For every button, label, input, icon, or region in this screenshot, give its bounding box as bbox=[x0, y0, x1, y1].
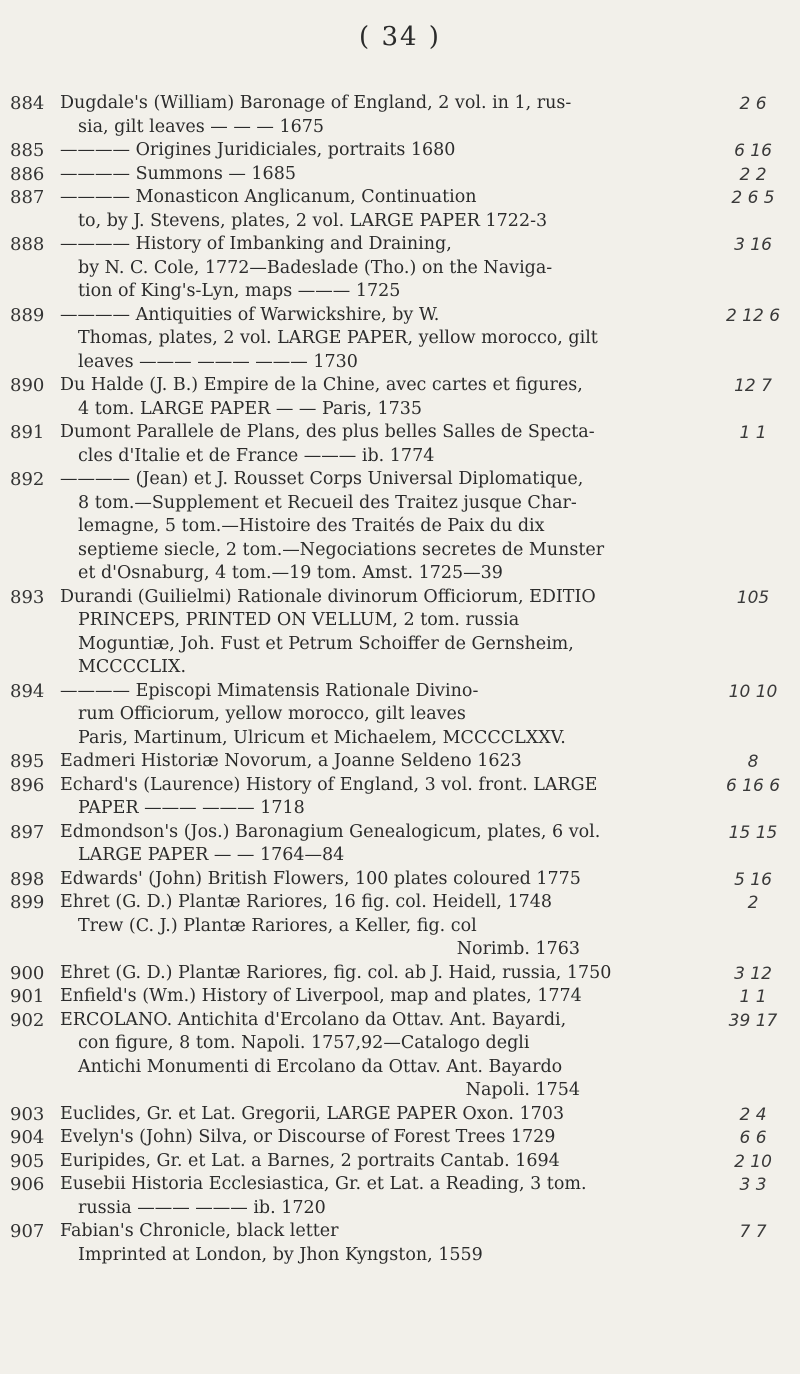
handwritten-price: 2 bbox=[747, 893, 759, 913]
handwritten-price: 15 15 bbox=[728, 822, 778, 843]
entry-line: Evelyn's (John) Silva, or Discourse of Forest Trees 1729 bbox=[60, 1127, 556, 1147]
catalogue-entry bbox=[0, 680, 800, 751]
lot-number: 887 bbox=[10, 187, 45, 208]
catalogue-entry bbox=[0, 468, 800, 586]
catalogue-entry bbox=[0, 186, 800, 233]
handwritten-price: 6 6 bbox=[739, 1128, 767, 1148]
handwritten-price: 1 1 bbox=[739, 423, 767, 443]
lot-number: 894 bbox=[10, 680, 45, 702]
catalogue-entry bbox=[0, 1150, 800, 1174]
lot-number: 897 bbox=[10, 821, 45, 843]
catalogue-entry bbox=[0, 374, 800, 421]
entry-text bbox=[60, 468, 700, 586]
catalogue-entry bbox=[0, 139, 800, 163]
lot-number: 907 bbox=[10, 1221, 45, 1242]
entry-text bbox=[60, 962, 700, 986]
entry-line: MCCCCLIX. bbox=[78, 657, 187, 677]
handwritten-price: 1 1 bbox=[739, 987, 767, 1007]
catalogue-entries bbox=[0, 92, 800, 1267]
entry-line: rum Officiorum, yellow morocco, gilt leaves bbox=[78, 704, 466, 724]
entry-line: Napoli. 1754 bbox=[465, 1080, 580, 1100]
entry-line: PRINCEPS, PRINTED ON VELLUM, 2 tom. russia bbox=[78, 610, 520, 630]
entry-line: ———— Origines Juridiciales, portraits 1680 bbox=[60, 140, 456, 160]
catalogue-entry bbox=[0, 1126, 800, 1150]
entry-line: Moguntiæ, Joh. Fust et Petrum Schoiffer de Gernsheim, bbox=[78, 633, 574, 654]
entry-line: Ehret (G. D.) Plantæ Rariores, fig. col. ab J. Haid, russia, 1750 bbox=[60, 962, 612, 983]
entry-text bbox=[60, 891, 700, 962]
entry-line: ———— Monasticon Anglicanum, Continuation bbox=[60, 187, 477, 207]
handwritten-price: 8 bbox=[747, 752, 759, 772]
catalogue-entry bbox=[0, 163, 800, 187]
entry-line: cles d'Italie et de France ——— ib. 1774 bbox=[78, 445, 435, 466]
entry-line: Du Halde (J. B.) Empire de la Chine, avec cartes et figures, bbox=[60, 375, 583, 395]
handwritten-price: 3 12 bbox=[734, 963, 772, 984]
entry-text bbox=[60, 233, 700, 304]
entry-text bbox=[60, 821, 700, 868]
catalogue-entry bbox=[0, 821, 800, 868]
entry-text bbox=[60, 92, 700, 139]
lot-number: 892 bbox=[10, 469, 45, 490]
entry-text bbox=[60, 421, 700, 468]
lot-number: 903 bbox=[10, 1103, 45, 1125]
handwritten-price: 2 10 bbox=[734, 1151, 772, 1172]
entry-line: et d'Osnaburg, 4 tom.—19 tom. Amst. 1725—39 bbox=[78, 563, 503, 583]
lot-number: 901 bbox=[10, 986, 45, 1007]
handwritten-price: 3 16 bbox=[734, 235, 772, 255]
entry-line: Echard's (Laurence) History of England, 3 vol. front. LARGE bbox=[60, 774, 598, 795]
entry-text bbox=[60, 586, 700, 680]
catalogue-entry bbox=[0, 774, 800, 821]
entry-line: by N. C. Cole, 1772—Badeslade (Tho.) on the Naviga- bbox=[78, 257, 553, 278]
lot-number: 885 bbox=[10, 140, 45, 161]
entry-line: lemagne, 5 tom.—Histoire des Traités de Paix du dix bbox=[78, 516, 545, 536]
lot-number: 898 bbox=[10, 868, 45, 890]
lot-number: 905 bbox=[10, 1150, 45, 1172]
catalogue-entry bbox=[0, 92, 800, 139]
entry-line: leaves ——— ——— ——— 1730 bbox=[78, 351, 358, 372]
handwritten-price: 6 16 6 bbox=[725, 775, 781, 796]
catalogue-entry bbox=[0, 1220, 800, 1267]
entry-line: Antichi Monumenti di Ercolano da Ottav. Ant. Bayardo bbox=[78, 1056, 563, 1077]
catalogue-entry bbox=[0, 985, 800, 1009]
handwritten-price: 2 4 bbox=[739, 1104, 767, 1125]
entry-line: ———— Antiquities of Warwickshire, by W. bbox=[60, 304, 440, 325]
entry-line: Imprinted at London, by Jhon Kyngston, 1559 bbox=[78, 1244, 483, 1265]
entry-text bbox=[60, 304, 700, 375]
entry-text bbox=[60, 186, 700, 233]
entry-text bbox=[60, 985, 700, 1009]
entry-text bbox=[60, 1150, 700, 1174]
lot-number: 895 bbox=[10, 751, 45, 772]
entry-text bbox=[60, 1009, 700, 1103]
entry-line: Eusebii Historia Ecclesiastica, Gr. et Lat. a Reading, 3 tom. bbox=[60, 1174, 587, 1194]
handwritten-price: 2 2 bbox=[739, 164, 767, 185]
entry-line: Euripides, Gr. et Lat. a Barnes, 2 portraits Cantab. 1694 bbox=[60, 1150, 560, 1171]
catalogue-entry bbox=[0, 868, 800, 892]
entry-line: con figure, 8 tom. Napoli. 1757,92—Catalogo degli bbox=[78, 1033, 530, 1053]
entry-line: Edmondson's (Jos.) Baronagium Genealogicum, plates, 6 vol. bbox=[60, 821, 601, 842]
handwritten-price: 12 7 bbox=[734, 376, 772, 396]
entry-text bbox=[60, 774, 700, 821]
handwritten-price: 6 16 bbox=[734, 141, 772, 161]
entry-line: sia, gilt leaves — — — 1675 bbox=[78, 116, 325, 137]
catalogue-entry bbox=[0, 750, 800, 774]
catalogue-entry bbox=[0, 1173, 800, 1220]
catalogue-entry bbox=[0, 586, 800, 680]
entry-line: ———— (Jean) et J. Rousset Corps Universal Diplomatique, bbox=[60, 469, 584, 489]
entry-line: Enfield's (Wm.) History of Liverpool, map and plates, 1774 bbox=[60, 986, 582, 1006]
entry-line: 4 tom. LARGE PAPER — — Paris, 1735 bbox=[78, 398, 422, 419]
catalogue-entry bbox=[0, 233, 800, 304]
entry-line: Trew (C. J.) Plantæ Rariores, a Keller, fig. col bbox=[78, 915, 477, 936]
entry-line: Thomas, plates, 2 vol. LARGE PAPER, yellow morocco, gilt bbox=[78, 328, 598, 348]
lot-number: 888 bbox=[10, 234, 45, 255]
entry-line: ———— History of Imbanking and Draining, bbox=[60, 234, 452, 254]
entry-text bbox=[60, 1220, 700, 1267]
entry-text bbox=[60, 139, 700, 163]
handwritten-price: 10 10 bbox=[728, 681, 778, 702]
lot-number: 900 bbox=[10, 962, 45, 984]
handwritten-price: 105 bbox=[736, 587, 770, 608]
entry-line: Fabian's Chronicle, black letter bbox=[60, 1221, 339, 1241]
lot-number: 896 bbox=[10, 774, 45, 796]
entry-line: Durandi (Guilielmi) Rationale divinorum Officiorum, EDITIO bbox=[60, 586, 596, 607]
handwritten-price: 5 16 bbox=[734, 869, 772, 890]
handwritten-price: 2 12 6 bbox=[725, 305, 781, 326]
catalogue-entry bbox=[0, 421, 800, 468]
catalogue-entry bbox=[0, 304, 800, 375]
lot-number: 902 bbox=[10, 1009, 45, 1031]
entry-line: 8 tom.—Supplement et Recueil des Traitez jusque Char- bbox=[78, 492, 577, 513]
entry-text bbox=[60, 680, 700, 751]
handwritten-price: 3 3 bbox=[739, 1175, 767, 1195]
entry-line: septieme siecle, 2 tom.—Negociations secretes de Munster bbox=[78, 539, 605, 560]
catalogue-entry bbox=[0, 1009, 800, 1103]
lot-number: 904 bbox=[10, 1127, 45, 1148]
entry-text bbox=[60, 1126, 700, 1150]
entry-line: Paris, Martinum, Ulricum et Michaelem, MCCCCLXXV. bbox=[78, 727, 566, 748]
catalogue-entry bbox=[0, 962, 800, 986]
handwritten-price: 2 6 5 bbox=[731, 188, 775, 208]
entry-line: ———— Summons — 1685 bbox=[60, 163, 296, 184]
lot-number: 886 bbox=[10, 163, 45, 185]
entry-line: LARGE PAPER — — 1764—84 bbox=[78, 845, 345, 865]
lot-number: 890 bbox=[10, 375, 45, 396]
entry-line: Ehret (G. D.) Plantæ Rariores, 16 fig. col. Heidell, 1748 bbox=[60, 892, 553, 912]
catalogue-entry bbox=[0, 1103, 800, 1127]
entry-line: Edwards' (John) British Flowers, 100 plates coloured 1775 bbox=[60, 868, 581, 889]
entry-text bbox=[60, 750, 700, 774]
catalogue-entry bbox=[0, 891, 800, 962]
entry-line: Eadmeri Historiæ Novorum, a Joanne Seldeno 1623 bbox=[60, 751, 522, 771]
entry-line: to, by J. Stevens, plates, 2 vol. LARGE PAPER 1722-3 bbox=[78, 210, 548, 231]
entry-line: Euclides, Gr. et Lat. Gregorii, LARGE PAPER Oxon. 1703 bbox=[60, 1103, 565, 1124]
entry-text bbox=[60, 163, 700, 187]
page-number: ( 34 ) bbox=[359, 22, 441, 52]
entry-line: russia ——— ——— ib. 1720 bbox=[78, 1197, 326, 1218]
entry-line: Norimb. 1763 bbox=[456, 939, 580, 959]
lot-number: 899 bbox=[10, 892, 45, 913]
entry-line: ERCOLANO. Antichita d'Ercolano da Ottav. Ant. Bayardi, bbox=[60, 1009, 567, 1030]
entry-text bbox=[60, 1173, 700, 1220]
entry-text bbox=[60, 868, 700, 892]
entry-line: Dumont Parallele de Plans, des plus belles Salles de Specta- bbox=[60, 422, 595, 442]
entry-line: ———— Episcopi Mimatensis Rationale Divino- bbox=[60, 680, 479, 701]
lot-number: 891 bbox=[10, 422, 45, 443]
handwritten-price: 2 6 bbox=[739, 94, 767, 114]
entry-line: Dugdale's (William) Baronage of England, 2 vol. in 1, rus- bbox=[60, 93, 572, 113]
handwritten-price: 7 7 bbox=[739, 1222, 767, 1242]
lot-number: 906 bbox=[10, 1174, 45, 1195]
lot-number: 889 bbox=[10, 304, 45, 326]
entry-line: PAPER ——— ——— 1718 bbox=[78, 798, 305, 818]
lot-number: 884 bbox=[10, 93, 45, 114]
entry-text bbox=[60, 1103, 700, 1127]
lot-number: 893 bbox=[10, 586, 45, 608]
handwritten-price: 39 17 bbox=[728, 1010, 778, 1031]
entry-line: tion of King's-Lyn, maps ——— 1725 bbox=[78, 281, 401, 301]
entry-text bbox=[60, 374, 700, 421]
